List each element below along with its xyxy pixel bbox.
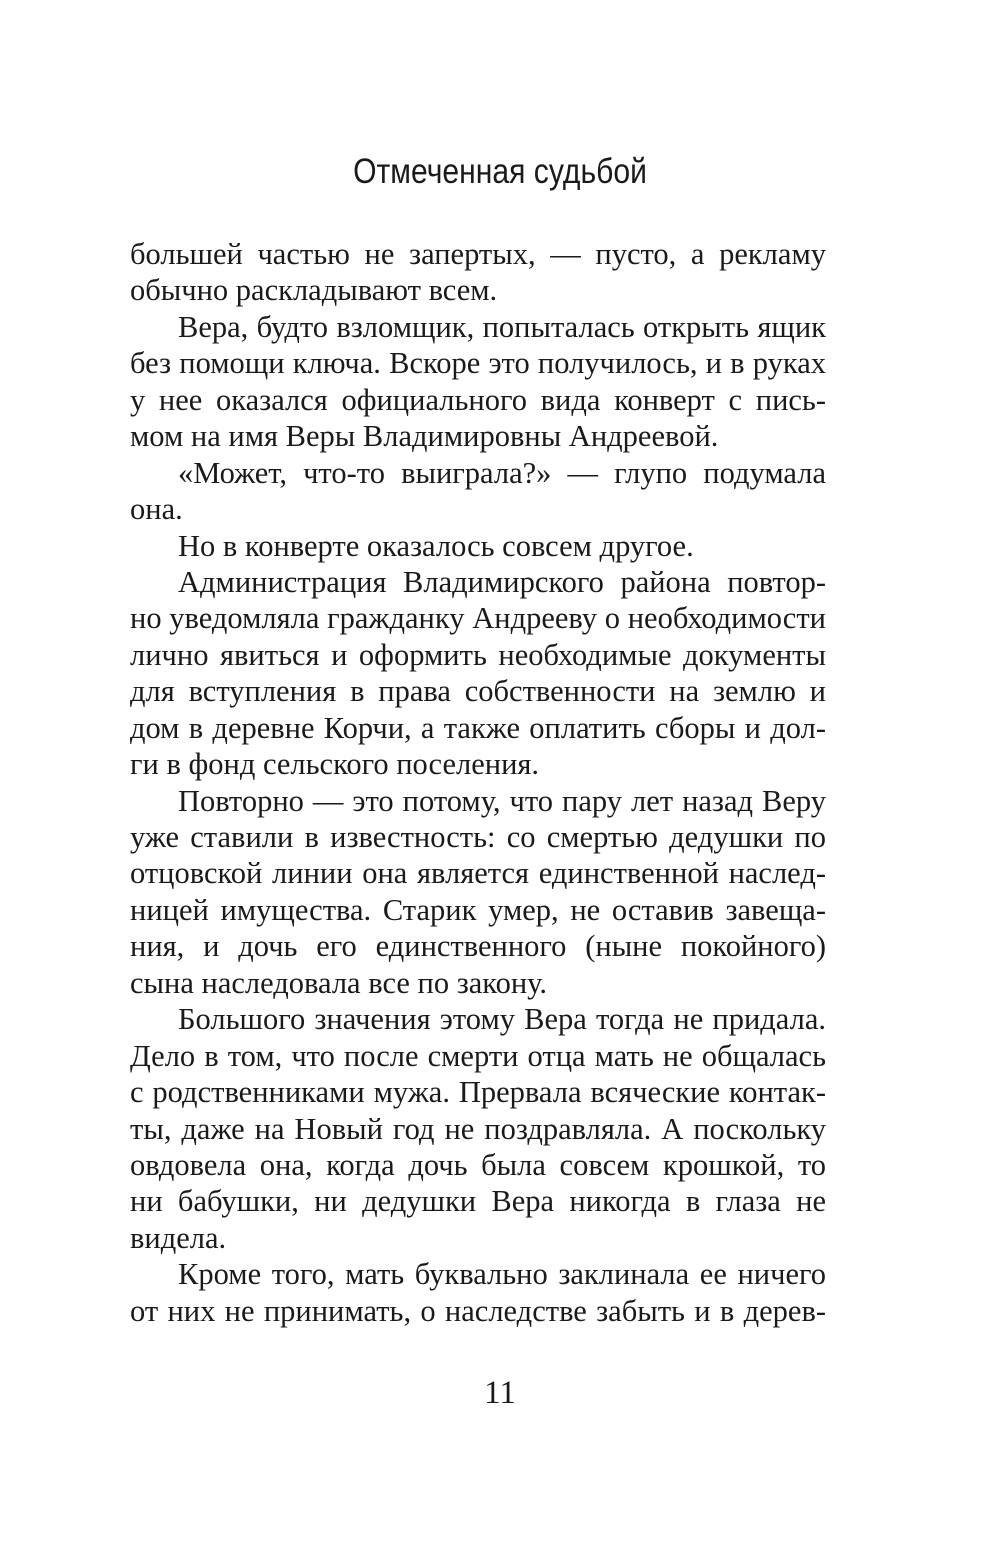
text-line: без помощи ключа. Вскоре это получилось, и в руках xyxy=(130,346,826,381)
text-line: обычно раскладывают всем. xyxy=(130,273,498,308)
text-line: Повторно — это потому, что пару лет назад Веру xyxy=(178,783,826,818)
text-line: овдовела она, когда дочь была совсем крошкой, то xyxy=(130,1147,826,1182)
text-line: с родственниками мужа. Прервала всяческие контак- xyxy=(130,1075,826,1110)
text-line: Большого значения этому Вера тогда не придала. xyxy=(178,1002,826,1037)
body-text xyxy=(130,236,826,1329)
text-line: ния, и дочь его единственного (ныне покойного) xyxy=(130,929,826,964)
text-line: Администрация Владимирского района повтор- xyxy=(178,564,826,599)
running-header-title: Отмеченная судьбой xyxy=(353,152,647,191)
text-line: большей частью не запертых, — пусто, а рекламу xyxy=(130,237,826,271)
text-line: у нее оказался официального вида конверт с пись- xyxy=(130,382,826,417)
text-line: видела. xyxy=(130,1220,227,1255)
text-line: для вступления в права собственности на землю и xyxy=(130,674,826,709)
text-line: ты, даже на Новый год не поздравляла. А поскольку xyxy=(130,1111,826,1146)
page-number: 11 xyxy=(484,1375,516,1411)
text-line: «Может, что-то выиграла?» — глупо подумала xyxy=(178,455,826,490)
text-line: Дело в том, что после смерти отца мать не общалась xyxy=(130,1038,826,1073)
text-line: но уведомляла гражданку Андрееву о необходимости xyxy=(130,601,826,636)
text-line: отцовской линии она является единственной наслед- xyxy=(130,856,826,891)
text-line: мом на имя Веры Владимировны Андреевой. xyxy=(130,419,719,454)
text-line: она. xyxy=(130,492,183,527)
text-line: Кроме того, мать буквально заклинала ее ничего xyxy=(178,1257,826,1292)
text-line: Вера, будто взломщик, попыталась открыть ящик xyxy=(178,309,826,344)
text-line: ницей имущества. Старик умер, не оставив завеща- xyxy=(130,892,826,927)
text-line: дом в деревне Корчи, а также оплатить сборы и дол- xyxy=(130,710,826,745)
text-line: ни бабушки, ни дедушки Вера никогда в глаза не xyxy=(130,1184,826,1219)
text-line: ги в фонд сельского поселения. xyxy=(130,747,540,782)
text-line: лично явиться и оформить необходимые документы xyxy=(130,637,826,672)
text-line: сына наследовала все по закону. xyxy=(130,965,547,1000)
text-line: уже ставили в известность: со смертью дедушки по xyxy=(130,820,826,854)
text-line: Но в конверте оказалось совсем другое. xyxy=(178,528,694,563)
text-line: от них не принимать, о наследстве забыть и в дерев- xyxy=(130,1293,826,1328)
